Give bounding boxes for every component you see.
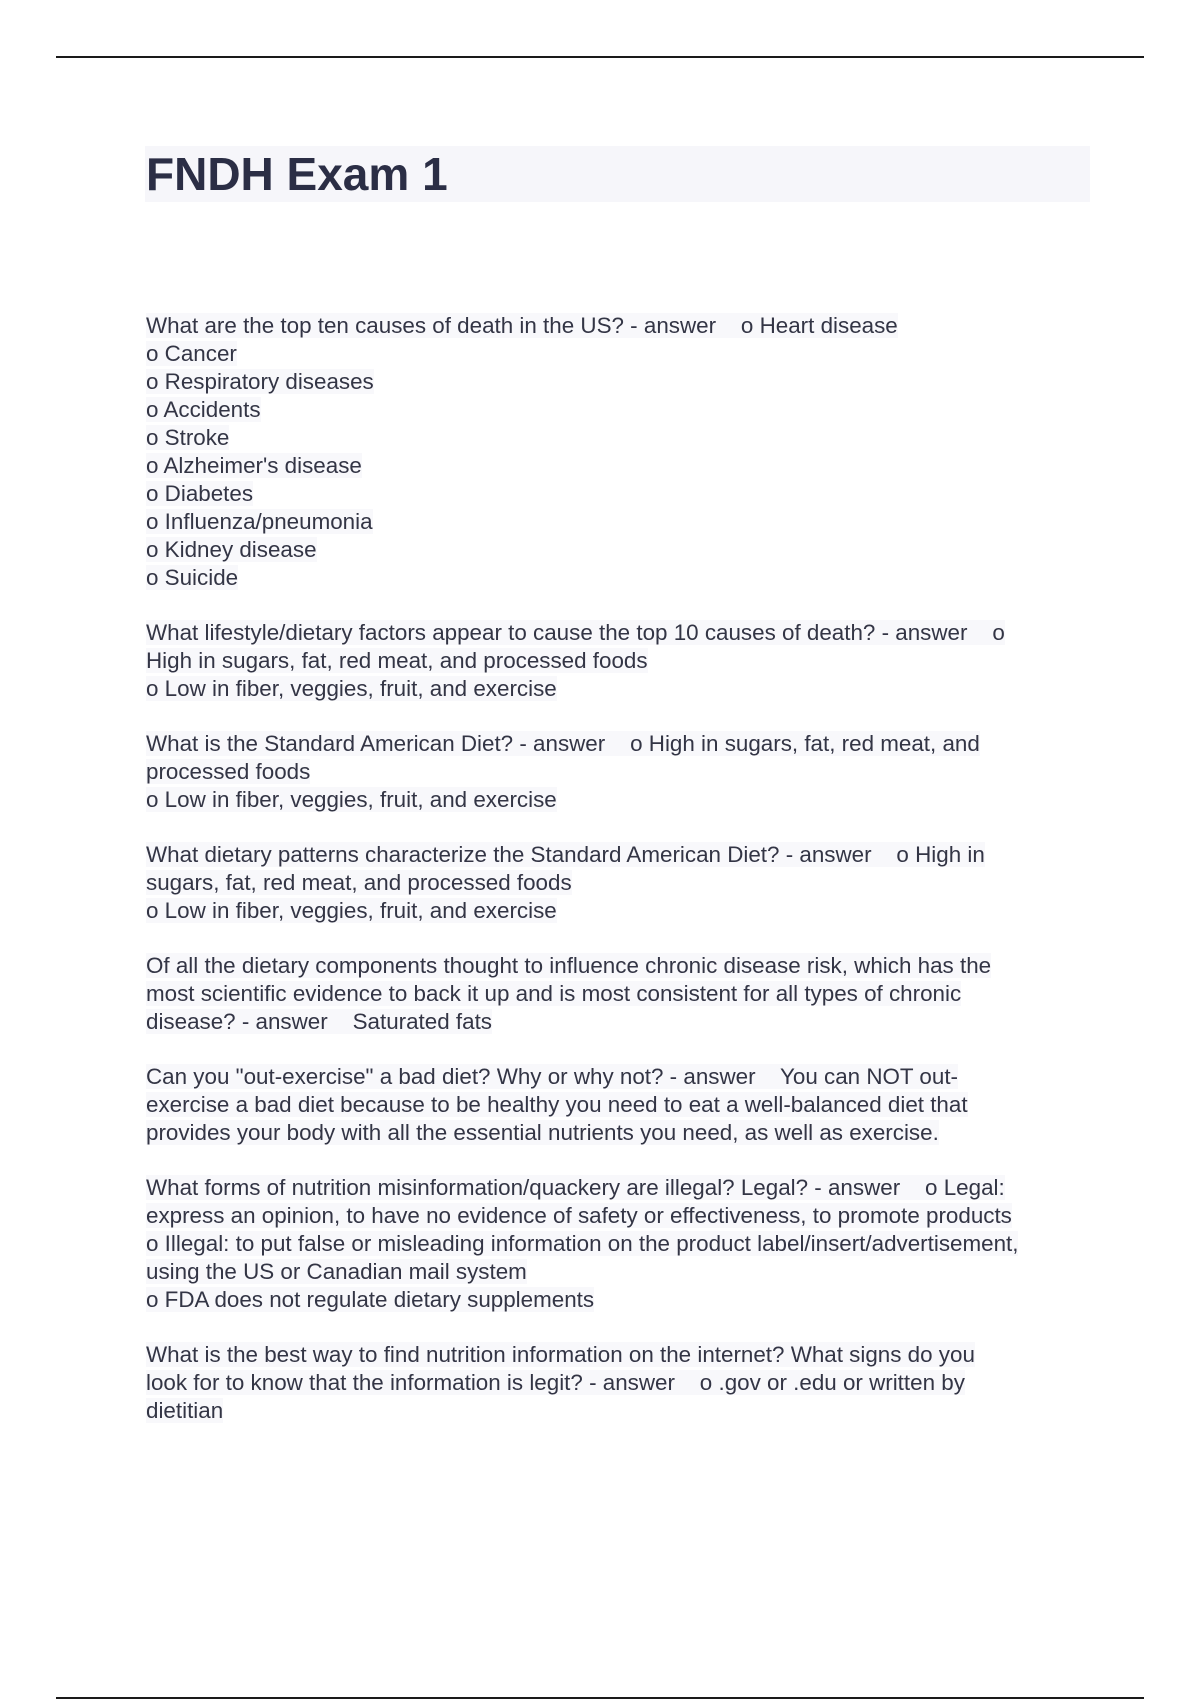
answer-line (146, 480, 1096, 508)
line-text: look for to know that the information is legit? - answer o .gov or .edu or written by (146, 1370, 965, 1395)
answer-line (146, 1119, 1096, 1147)
top-rule (56, 56, 1144, 58)
line-text: What is the Standard American Diet? - answer o High in sugars, fat, red meat, and (146, 731, 980, 756)
qa-entry (146, 1063, 1096, 1147)
line-text: o Low in fiber, veggies, fruit, and exercise (146, 787, 557, 812)
answer-line (146, 536, 1096, 564)
answer-line (146, 396, 1096, 424)
question-line (146, 312, 1096, 340)
line-text: most scientific evidence to back it up and is most consistent for all types of chronic (146, 981, 962, 1006)
question-line (146, 1341, 1096, 1369)
line-text: o Accidents (146, 397, 261, 422)
line-text: What are the top ten causes of death in the US? - answer o Heart disease (146, 313, 898, 338)
line-text: Can you "out-exercise" a bad diet? Why or why not? - answer You can NOT out- (146, 1064, 959, 1089)
line-text: o FDA does not regulate dietary supplements (146, 1287, 595, 1312)
question-line (146, 1063, 1096, 1091)
qa-entry (146, 1341, 1096, 1425)
line-text: o Stroke (146, 425, 230, 450)
answer-line (146, 1286, 1096, 1314)
answer-line (146, 980, 1096, 1008)
question-line (146, 841, 1096, 869)
answer-line (146, 452, 1096, 480)
line-text: o Low in fiber, veggies, fruit, and exercise (146, 676, 557, 701)
line-text: o Influenza/pneumonia (146, 509, 373, 534)
line-text: o Diabetes (146, 481, 254, 506)
answer-line (146, 675, 1096, 703)
document-title: FNDH Exam 1 (146, 148, 448, 200)
line-text: dietitian (146, 1398, 224, 1423)
line-text: What forms of nutrition misinformation/quackery are illegal? Legal? - answer o Legal: (146, 1175, 1005, 1200)
qa-entry (146, 730, 1096, 814)
answer-line (146, 758, 1096, 786)
qa-entry (146, 952, 1096, 1036)
question-line (146, 619, 1096, 647)
qa-entry (146, 619, 1096, 703)
line-text: What lifestyle/dietary factors appear to cause the top 10 causes of death? - answer o (146, 620, 1005, 645)
qa-entry (146, 841, 1096, 925)
line-text: processed foods (146, 759, 311, 784)
bottom-rule (56, 1697, 1144, 1699)
line-text: Of all the dietary components thought to influence chronic disease risk, which has the (146, 953, 992, 978)
question-line (146, 730, 1096, 758)
line-text: o Alzheimer's disease (146, 453, 362, 478)
answer-line (146, 1008, 1096, 1036)
answer-line (146, 786, 1096, 814)
answer-line (146, 647, 1096, 675)
line-text: exercise a bad diet because to be healthy you need to eat a well-balanced diet that (146, 1092, 968, 1117)
answer-line (146, 508, 1096, 536)
answer-line (146, 1369, 1096, 1397)
line-text: o Suicide (146, 565, 239, 590)
line-text: express an opinion, to have no evidence of safety or effectiveness, to promote products (146, 1203, 1012, 1228)
line-text: o Cancer (146, 341, 237, 366)
line-text: o Kidney disease (146, 537, 317, 562)
document-body (146, 312, 1096, 1452)
answer-line (146, 1091, 1096, 1119)
line-text: o Illegal: to put false or misleading information on the product label/insert/advertisement, (146, 1231, 1019, 1256)
answer-line (146, 1258, 1096, 1286)
line-text: o Low in fiber, veggies, fruit, and exercise (146, 898, 557, 923)
answer-line (146, 424, 1096, 452)
line-text: sugars, fat, red meat, and processed foods (146, 870, 572, 895)
qa-entry (146, 1174, 1096, 1314)
line-text: o Respiratory diseases (146, 369, 374, 394)
answer-line (146, 869, 1096, 897)
answer-line (146, 1230, 1096, 1258)
line-text: High in sugars, fat, red meat, and processed foods (146, 648, 648, 673)
question-line (146, 952, 1096, 980)
question-line (146, 1174, 1096, 1202)
line-text: using the US or Canadian mail system (146, 1259, 527, 1284)
line-text: What is the best way to find nutrition information on the internet? What signs do you (146, 1342, 975, 1367)
answer-line (146, 340, 1096, 368)
answer-line (146, 897, 1096, 925)
answer-line (146, 1202, 1096, 1230)
line-text: provides your body with all the essential nutrients you need, as well as exercise. (146, 1120, 939, 1145)
answer-line (146, 368, 1096, 396)
qa-entry (146, 312, 1096, 592)
line-text: What dietary patterns characterize the Standard American Diet? - answer o High in (146, 842, 985, 867)
line-text: disease? - answer Saturated fats (146, 1009, 492, 1034)
answer-line (146, 564, 1096, 592)
answer-line (146, 1397, 1096, 1425)
